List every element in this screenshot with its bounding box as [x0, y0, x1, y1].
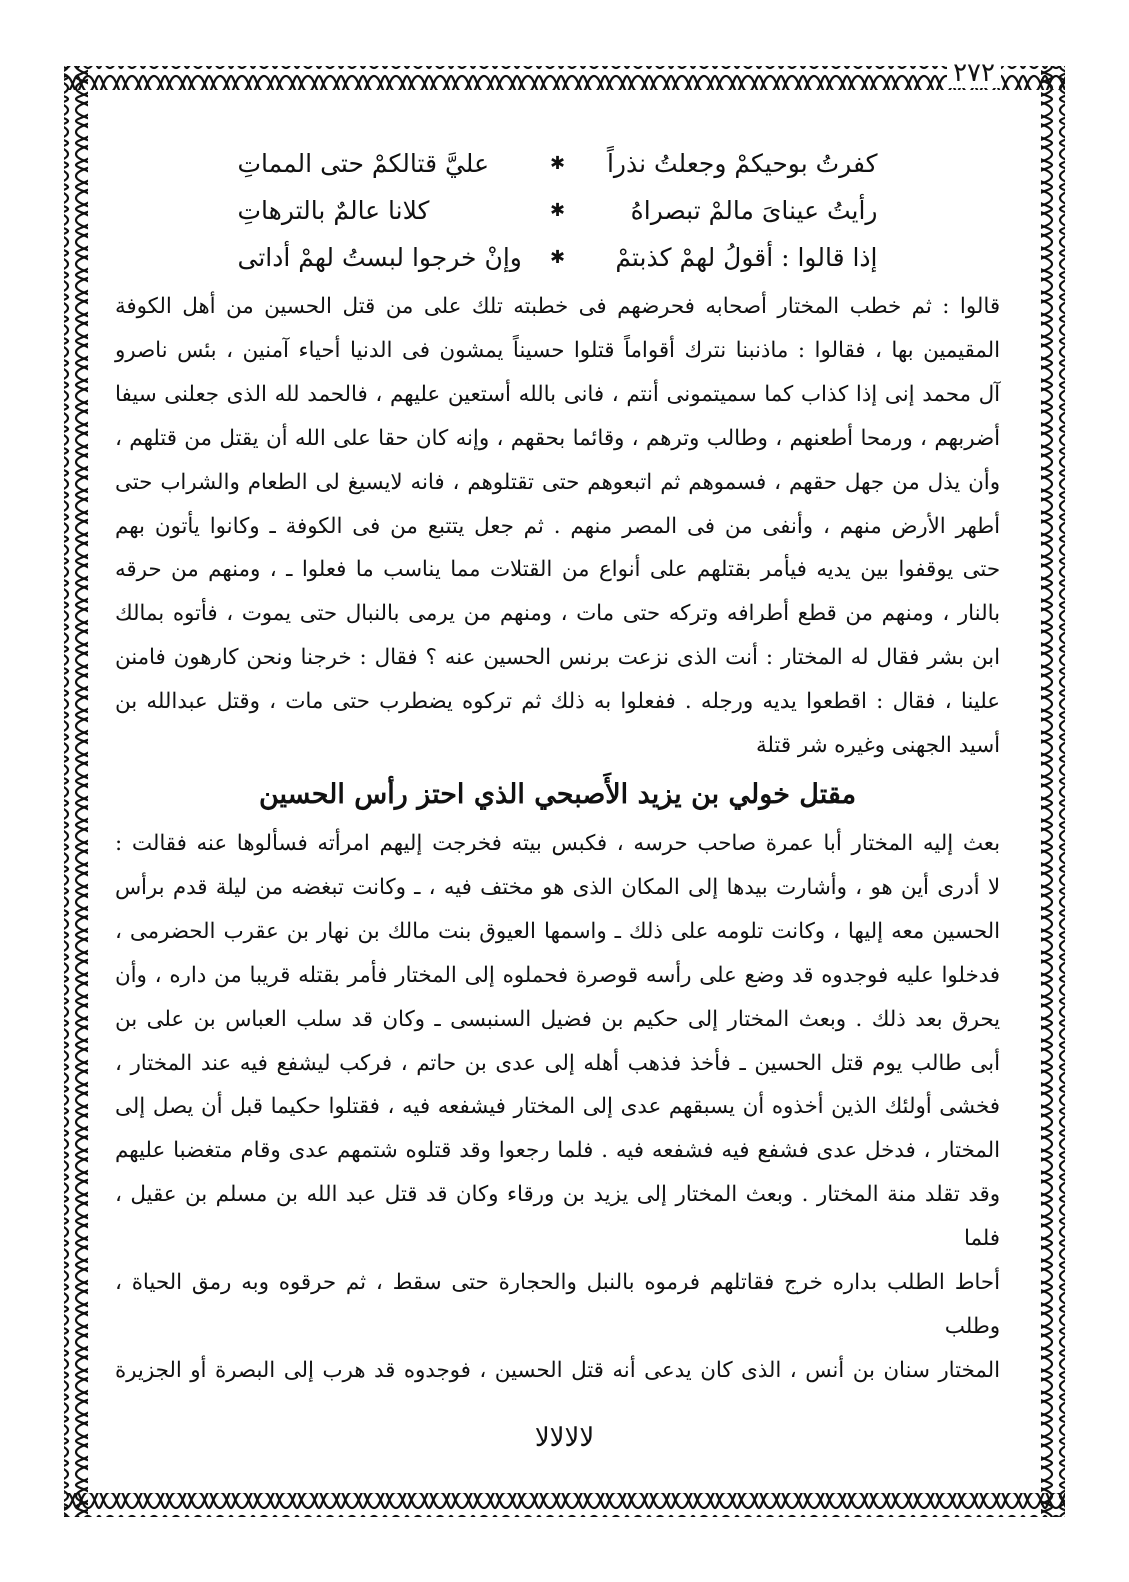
verse-first-hemistich: إذا قالوا : أقولُ لهمْ كذبتمْ [615, 243, 878, 272]
text-line: يحرق بعد ذلك . وبعث المختار إلى حكيم بن فضيل السنبسى ـ وكان قد سلب العباس بن على بن [115, 1006, 1000, 1032]
text-line: بالنار ، ومنهم من قطع أطرافه وتركه حتى مات ، ومنهم من يرمى بالنبال حتى يموت ، فأتوه بمالك [115, 601, 1000, 627]
text-line: قالوا : ثم خطب المختار أصحابه فحرضهم فى خطبته تلك على من قتل الحسين من أهل الكوفة [115, 294, 1000, 319]
verse-separator: ✱ [549, 247, 566, 268]
paragraph-1 [115, 285, 1000, 768]
text-line: وأن يذل من جهل حقهم ، فسموهم ثم اتبعوهم حتى تقتلوهم ، فانه لايسيغ لى الطعام والشراب حتى [115, 469, 1000, 495]
text-line: أبى طالب يوم قتل الحسين ـ فأخذ فذهب أهله إلى عدى بن حاتم ، فركب ليشفع فيه عند المختار ، [115, 1050, 1000, 1076]
text-line: أسيد الجهنى وغيره شر قتلة [755, 733, 1000, 759]
text-line: الحسين معه إليها ، وكانت تلومه على ذلك ـ واسمها العيوق بنت مالك بن نهار بن عقرب الحضرمى ، [115, 918, 1000, 944]
text-line: بعث إليه المختار أبا عمرة صاحب حرسه ، فكبس بيته فخرجت إليهم امرأته فسألوها عنه فقالت : [115, 830, 1000, 856]
text-line: ابن بشر فقال له المختار : أنت الذى نزعت برنس الحسين عنه ؟ فقال : خرجنا ونحن كارهون فامنن [115, 645, 1000, 671]
poem [238, 140, 878, 281]
verse-first-hemistich: رأيتُ عيناىَ مالمْ تبصراهُ [630, 196, 878, 225]
page-number: ٢٧٢ [947, 58, 1001, 88]
verse-separator: ✱ [549, 200, 566, 221]
text-line: لا أدرى أين هو ، وأشارت بيدها إلى المكان الذى هو مختف فيه ، ـ وكانت تبغضه من ليلة قدم برأس [115, 874, 1000, 900]
poem-verse [238, 234, 878, 281]
text-line: أطهر الأرض منهم ، وأنفى من فى المصر منهم . ثم جعل يتتبع من فى الكوفة ـ وكانوا يأتون بهم [115, 513, 1000, 539]
verse-second-hemistich: عليَّ قتالكمْ حتى المماتِ [237, 149, 490, 178]
text-line: وقد تقلد منة المختار . وبعث المختار إلى يزيد بن ورقاء وكان قد قتل عبد الله بن مسلم بن عقيل ، فلما [115, 1182, 1000, 1252]
text-line: فخشى أولئك الذين أخذوه أن يسبقهم عدى إلى المختار فيشفعه فيه ، فقتلوا حكيما قبل أن يصل إلى [115, 1094, 1000, 1120]
poem-verse [238, 140, 878, 187]
page-content [115, 140, 1000, 1393]
text-line: حتى يوقفوا بين يديه فيأمر بقتلهم على أنواع من القتلات مما يناسب ما فعلوا ـ ، ومنهم من حرقه [115, 557, 1000, 583]
section-title: مقتل خولي بن يزيد الأَصبحي الذي احتز رأس الحسين [258, 778, 857, 810]
text-line: المقيمين بها ، فقالوا : ماذنبنا نترك أقواماً قتلوا حسيناً يمشون فى الدنيا أحياء آمنين ، بئس ناصرو [115, 337, 1000, 363]
text-line: آل محمد إنى إذا كذاب كما سميتمونى أنتم ، فانى بالله أستعين عليهم ، فالحمد لله الذى جعلنى سيفا [115, 381, 1000, 407]
verse-first-hemistich: كفرتُ بوحيكمْ وجعلتُ نذراً [606, 149, 878, 178]
verse-second-hemistich: وإنْ خرجوا لبستُ لهمْ أداتى [237, 243, 522, 272]
text-line: أضربهم ، ورمحا أطعنهم ، وطالب وترهم ، وقائما بحقهم ، وإنه كان حقا على الله أن يقتل من قتلهم ، [115, 425, 1000, 451]
text-line: علينا ، فقال : اقطعوا يديه ورجله . ففعلوا به ذلك ثم تركوه يضطرب حتى مات ، وقتل عبدالله بن [115, 689, 1000, 715]
verse-separator: ✱ [549, 153, 566, 174]
text-line: أحاط الطلب بداره خرج فقاتلهم فرموه بالنبل والحجارة حتى سقط ، ثم حرقوه وبه رمق الحياة ، وطلب [115, 1270, 1000, 1339]
text-line: فدخلوا عليه فوجدوه قد وضع على رأسه قوصرة فحملوه إلى المختار فأمر بقتله قريبا من داره ، وأن [115, 962, 1000, 988]
paragraph-2 [115, 822, 1000, 1393]
text-line: المختار ، فدخل عدى فشفع فيه فشفعه فيه . فلما رجعوا وقد قتلوه شتمهم عدى وقام متغضبا عليهم [115, 1138, 1000, 1164]
bottom-ornament: ﻻﻻﻻﻻ [534, 1423, 595, 1453]
poem-verse [238, 187, 878, 234]
text-line: المختار سنان بن أنس ، الذى كان يدعى أنه قتل الحسين ، فوجدوه قد هرب إلى البصرة أو الجزيرة [115, 1357, 1000, 1383]
verse-second-hemistich: كلانا عالمٌ بالترهاتِ [237, 196, 430, 225]
